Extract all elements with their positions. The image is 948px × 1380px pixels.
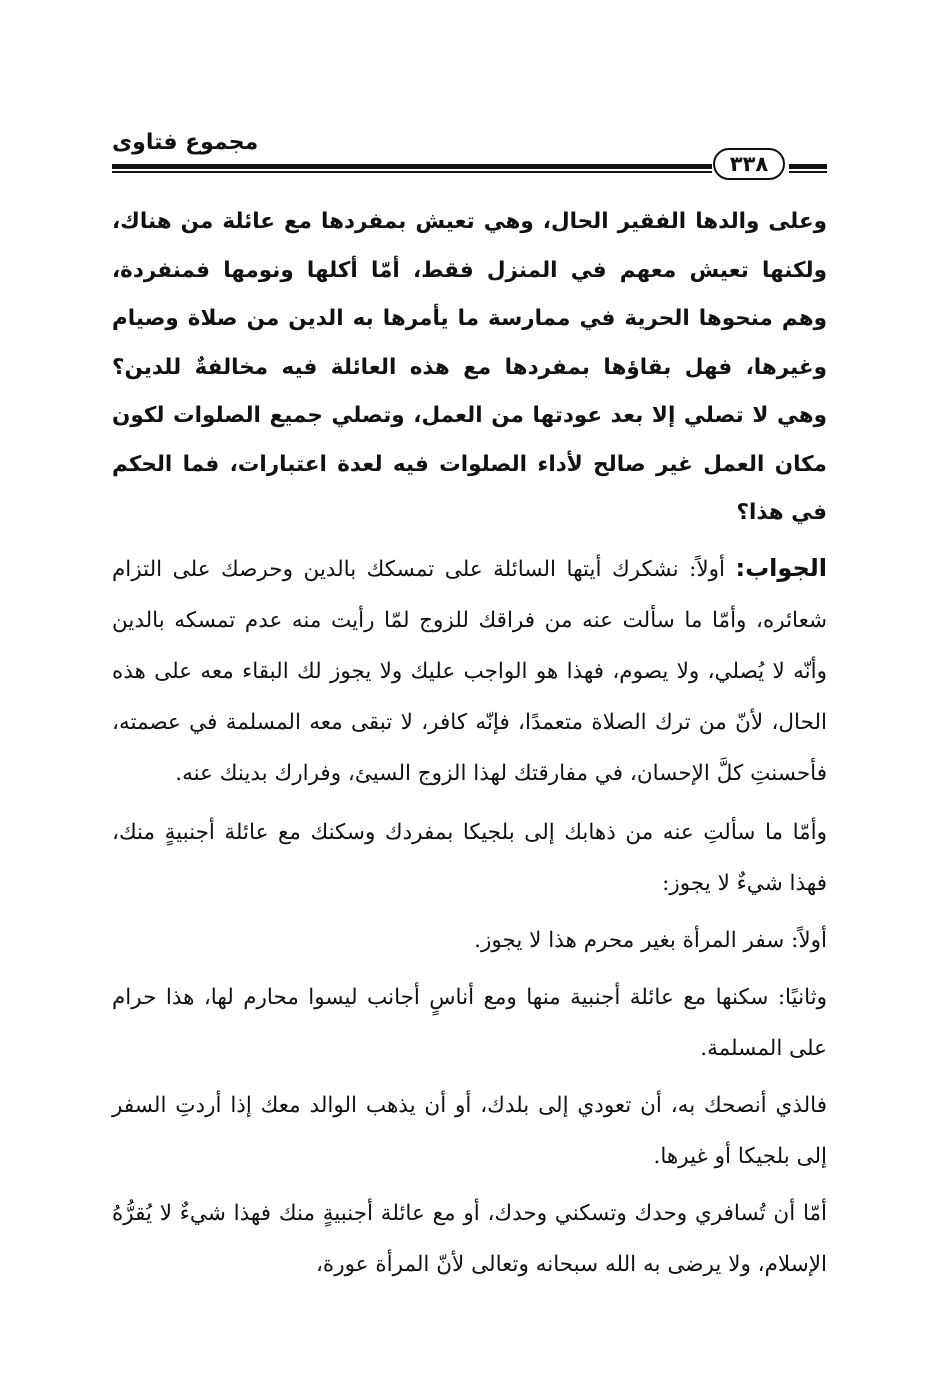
answer-paragraph-4: وثانيًا: سكنها مع عائلة أجنبية منها ومع أناسٍ أجانب ليسوا محارم لها، هذا حرام على المسلمة. [112,984,827,1061]
page-number: ٣٣٨ [713,148,785,180]
page-content [112,198,827,1290]
answer-label: الجواب: [735,553,827,582]
answer-paragraph-3: أولاً: سفر المرأة بغير محرم هذا لا يجوز. [474,927,827,953]
header-rule-right-thin [789,171,827,173]
header-rule-thick [112,164,712,169]
header-rule-thin [112,171,712,173]
running-header [112,118,827,180]
answer-paragraph-1-text: أولاً: نشكرك أيتها السائلة على تمسكك بالدين وحرصك على التزام شعائره، وأمّا ما سألت عنه من فراقك للزوج لمّا رأيت منه عدم تمسكه بالدين وأنّه لا يُصلي، ولا يصوم، فهذا هو الواجب عليك ولا يجوز لك البقاء معه على هذه الحال، لأنّ من ترك الصلاة متعمدًا، فإنّه كافر، لا تبقى معه المسلمة في عصمته، فأحسنتِ كلَّ الإحسان، في مفارقتك لهذا الزوج السيئ، وفرارك بدينك عنه. [112,556,827,786]
book-title: مجموع فتاوى [112,130,259,155]
answer-paragraph-6: أمّا أن تُسافري وحدك وتسكني وحدك، أو مع عائلة أجنبيةٍ منك فهذا شيءٌ لا يُقرُّهُ الإسلام، ولا يرضى به الله سبحانه وتعالى لأنّ المرأة عورة، [112,1200,827,1277]
header-rule-right-thick [789,164,827,169]
answer-paragraph-2: وأمّا ما سألتِ عنه من ذهابك إلى بلجيكا بمفردك وسكنك مع عائلة أجنبيةٍ منك، فهذا شيءٌ لا يجوز: [112,819,827,896]
answer-paragraph-5: فالذي أنصحك به، أن تعودي إلى بلدك، أو أن يذهب الوالد معك إذا أردتِ السفر إلى بلجيكا أو غيرها. [112,1092,827,1169]
answer-paragraph-1 [112,543,827,799]
question-text: وعلى والدها الفقير الحال، وهي تعيش بمفردها مع عائلة من هناك، ولكنها تعيش معهم في المنزل فقط، أمّا أكلها ونومها فمنفردة، وهم منحوها الحرية في ممارسة ما يأمرها به الدين من صلاة وصيام وغيرها، فهل بقاؤها بمفردها مع هذه العائلة فيه مخالفةٌ للدين؟ وهي لا تصلي إلا بعد عودتها من العمل، وتصلي جميع الصلوات لكون مكان العمل غير صالح لأداء الصلوات فيه لعدة اعتبارات، فما الحكم في هذا؟ [112,209,827,525]
